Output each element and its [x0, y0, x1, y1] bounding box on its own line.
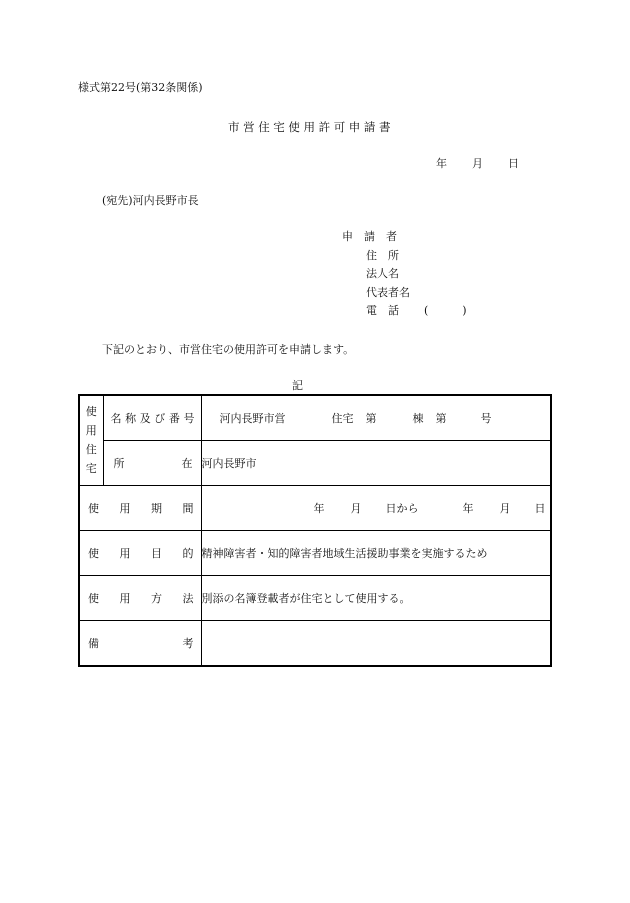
purpose-label-char: 的 — [182, 546, 194, 560]
purpose-value: 精神障害者・知的障害者地域生活援助事業を実施するため — [201, 546, 488, 560]
method-label-char: 方 — [151, 591, 162, 605]
applicant-phone-label: 電 話 — [366, 304, 399, 317]
name-dai-2: 第 — [435, 411, 447, 425]
period-day-1: 日から — [385, 501, 419, 515]
housing-char-2: 用 — [85, 424, 97, 438]
application-table — [78, 394, 552, 667]
period-year-1: 年 — [313, 501, 325, 515]
applicant-address-label: 住 所 — [366, 249, 399, 262]
row-method — [79, 575, 551, 620]
housing-group-label — [79, 395, 103, 485]
name-tou: 棟 — [412, 411, 424, 425]
method-label-char: 使 — [88, 591, 99, 605]
name-label-char: 番 — [168, 411, 180, 425]
location-label-char: 所 — [113, 456, 125, 470]
row-purpose — [79, 530, 551, 575]
intro-text: 下記のとおり、市営住宅の使用許可を申請します。 — [102, 343, 355, 356]
date-year-label: 年 — [436, 157, 447, 170]
period-label-char: 使 — [88, 501, 99, 515]
method-label-cell — [79, 575, 201, 620]
location-value: 河内長野市 — [201, 456, 257, 470]
name-label-cell — [103, 395, 201, 440]
remarks-value-cell[interactable] — [201, 620, 551, 666]
addressee: (宛先)河内長野市長 — [102, 194, 199, 207]
location-label-char: 在 — [181, 456, 193, 470]
document-title: 市営住宅使用許可申請書 — [228, 120, 395, 134]
location-value-cell[interactable] — [201, 440, 551, 485]
name-prefix: 河内長野市営 — [219, 411, 286, 425]
applicant-rep-label: 代表者名 — [366, 286, 410, 299]
method-value-cell[interactable] — [201, 575, 551, 620]
purpose-label-cell — [79, 530, 201, 575]
housing-char-4: 宅 — [85, 462, 97, 476]
period-month-2: 月 — [499, 501, 511, 515]
ki-heading: 記 — [292, 379, 303, 392]
name-jutaku: 住宅 — [331, 411, 354, 425]
remarks-label-cell — [79, 620, 201, 666]
purpose-label-char: 目 — [151, 546, 162, 560]
period-label-char: 用 — [119, 501, 131, 515]
name-label-char: び — [154, 411, 166, 425]
date-month-label: 月 — [472, 157, 483, 170]
remarks-label-char: 備 — [88, 636, 99, 650]
name-label-char: 号 — [183, 411, 195, 425]
applicant-corp-label: 法人名 — [366, 267, 399, 280]
period-year-2: 年 — [462, 501, 474, 515]
row-remarks — [79, 620, 551, 666]
name-label-char: 称 — [125, 411, 137, 425]
housing-char-3: 住 — [85, 443, 97, 457]
period-value-cell[interactable] — [201, 485, 551, 530]
name-label-char: 名 — [110, 411, 122, 425]
method-label-char: 用 — [119, 591, 131, 605]
row-location — [79, 440, 551, 485]
form-number: 様式第22号(第32条関係) — [78, 81, 203, 94]
purpose-label-char: 用 — [119, 546, 131, 560]
location-label-cell — [103, 440, 201, 485]
name-go: 号 — [480, 411, 492, 425]
row-name — [79, 395, 551, 440]
name-dai-1: 第 — [365, 411, 377, 425]
purpose-label-char: 使 — [88, 546, 99, 560]
period-day-2: 日 — [534, 501, 546, 515]
period-label-char: 間 — [182, 501, 194, 515]
period-label-char: 期 — [151, 501, 162, 515]
applicant-label: 申 請 者 — [342, 230, 397, 243]
remarks-label-char: 考 — [182, 636, 194, 650]
purpose-value-cell[interactable] — [201, 530, 551, 575]
housing-char-1: 使 — [85, 405, 97, 419]
name-label-char: 及 — [139, 411, 151, 425]
row-period — [79, 485, 551, 530]
method-value: 別添の名簿登載者が住宅として使用する。 — [201, 591, 411, 605]
date-day-label: 日 — [508, 157, 519, 170]
name-value-cell[interactable] — [201, 395, 551, 440]
period-label-cell — [79, 485, 201, 530]
method-label-char: 法 — [182, 591, 194, 605]
period-month-1: 月 — [350, 501, 362, 515]
applicant-phone-paren: ( ) — [424, 304, 471, 317]
